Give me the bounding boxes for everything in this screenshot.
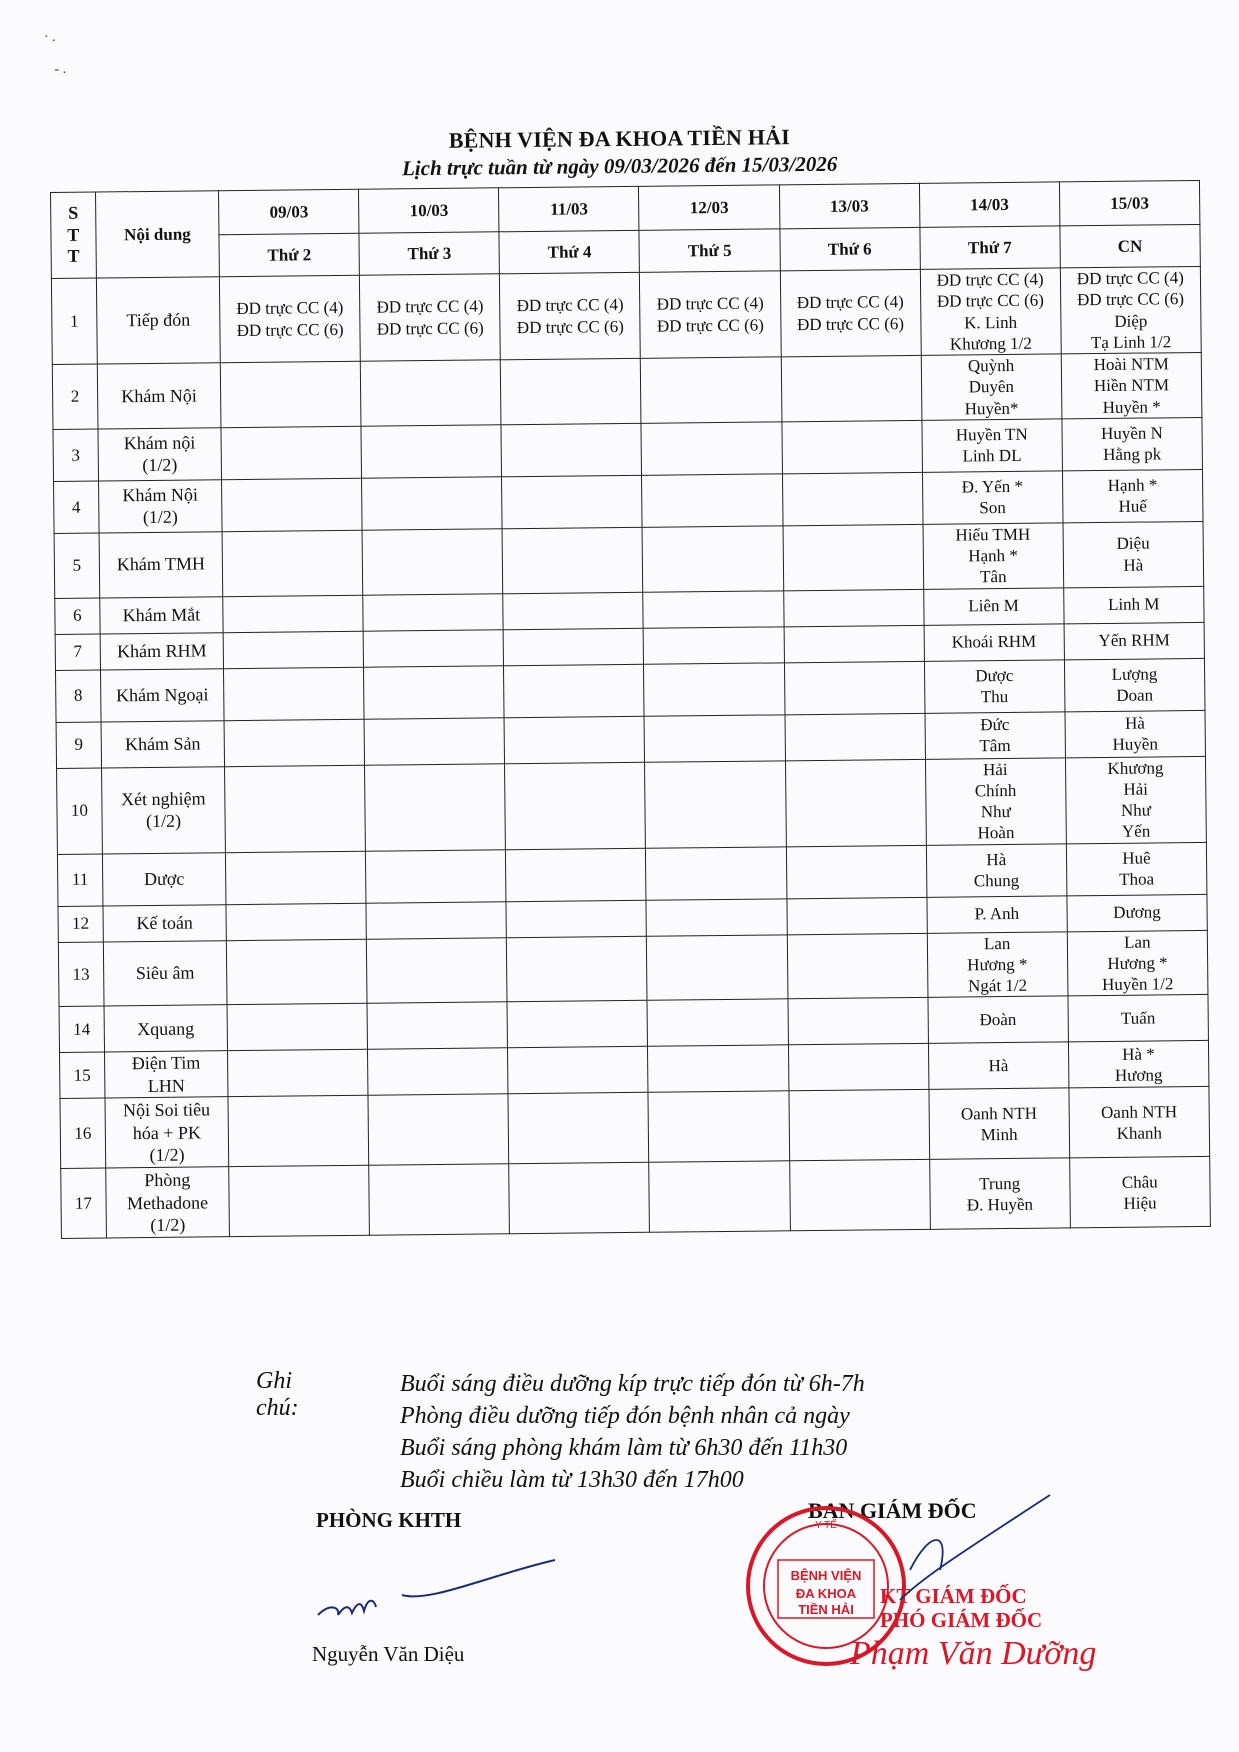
row-label: Khám RHM: [100, 632, 224, 669]
schedule-cell: [363, 629, 503, 666]
schedule-cell: [502, 475, 643, 528]
schedule-cell: [782, 420, 923, 473]
schedule-cell: [787, 933, 928, 999]
schedule-cell: [506, 848, 647, 901]
schedule-cell: Đ. Yến * Son: [922, 471, 1063, 524]
table-row: [60, 1087, 1210, 1169]
row-label: Khám Mắt: [100, 596, 224, 633]
date-header: 13/03: [779, 183, 920, 228]
schedule-cell: [503, 628, 643, 665]
schedule-cell: [364, 717, 505, 764]
schedule-cell: [362, 529, 503, 595]
role-kt: KT GIÁM ĐỐC: [880, 1584, 1027, 1608]
schedule-cell: ĐD trực CC (4) ĐD trực CC (6) K. Linh Khương 1/2: [920, 268, 1061, 355]
schedule-cell: [642, 526, 783, 592]
schedule-cell: [226, 903, 366, 940]
schedule-cell: [364, 665, 505, 718]
schedule-cell: [784, 661, 925, 714]
row-number: 5: [54, 533, 100, 598]
row-label: Khám Nội (1/2): [98, 479, 222, 532]
table-row: [52, 352, 1202, 429]
row-number: 17: [61, 1168, 107, 1238]
schedule-cell: [786, 845, 927, 898]
weekday-header: Thứ 5: [639, 229, 780, 272]
row-label: Nội Soi tiêu hóa + PK (1/2): [105, 1097, 229, 1168]
schedule-cell: [368, 1094, 509, 1165]
schedule-cell: [644, 662, 785, 715]
schedule-cell: Oanh NTH Khanh: [1069, 1087, 1210, 1158]
schedule-cell: Hạnh * Huế: [1062, 469, 1203, 522]
schedule-cell: [226, 851, 367, 904]
schedule-cell: [361, 360, 502, 426]
weekday-header: Thứ 6: [779, 227, 920, 270]
schedule-cell: Hải Chính Như Hoàn: [925, 757, 1066, 844]
svg-text:TIỀN HẢI: TIỀN HẢI: [798, 1602, 854, 1617]
schedule-cell: [223, 631, 363, 668]
row-number: 15: [60, 1052, 105, 1098]
schedule-cell: Châu Hiệu: [1069, 1157, 1210, 1228]
row-label: Khám TMH: [99, 531, 223, 597]
schedule-cell: [224, 667, 365, 720]
date-header: 12/03: [639, 185, 780, 230]
director-signature-name: Phạm Văn Dưỡng: [850, 1635, 1097, 1672]
weekday-header: Thứ 7: [920, 226, 1061, 269]
signature-left: [310, 1545, 570, 1635]
row-number: 8: [56, 669, 101, 721]
schedule-cell: Hà Chung: [926, 843, 1067, 896]
schedule-cell: [644, 714, 785, 761]
schedule-cell: [501, 423, 642, 476]
row-number: 6: [55, 598, 100, 634]
schedule-cell: [228, 1049, 369, 1096]
table-row: [57, 756, 1207, 854]
schedule-cell: ĐD trực CC (4) ĐD trực CC (6): [500, 272, 641, 359]
row-label: Xquang: [104, 1005, 228, 1052]
schedule-cell: [788, 1044, 929, 1091]
schedule-cell: Lan Hương * Ngát 1/2: [927, 931, 1068, 997]
schedule-cell: [647, 999, 788, 1046]
row-number: 2: [52, 364, 98, 429]
schedule-cell: [225, 765, 366, 852]
schedule-cell: Tuấn: [1068, 995, 1209, 1042]
row-label: Điện Tim LHN: [104, 1051, 228, 1098]
schedule-cell: Hiếu TMH Hạnh * Tân: [923, 523, 1064, 589]
schedule-cell: [227, 1003, 368, 1050]
schedule-cell: [647, 934, 788, 1000]
date-header: 15/03: [1059, 180, 1200, 225]
schedule-cell: [369, 1164, 510, 1235]
schedule-table: [50, 180, 1211, 1239]
khth-title: PHÒNG KHTH: [316, 1508, 462, 1532]
schedule-cell: [648, 1091, 789, 1162]
schedule-cell: [646, 898, 786, 935]
schedule-cell: [504, 664, 645, 717]
notes-lines: [400, 1368, 865, 1496]
schedule-cell: [226, 939, 367, 1005]
row-number: 9: [56, 721, 101, 767]
schedule-cell: [509, 1163, 650, 1234]
schedule-cell: Huê Thoa: [1066, 842, 1207, 895]
schedule-cell: Liên M: [923, 587, 1063, 624]
row-number: 11: [57, 853, 102, 905]
schedule-cell: [507, 936, 648, 1002]
schedule-cell: Dược Thu: [924, 659, 1065, 712]
row-label: Phòng Methadone (1/2): [106, 1167, 230, 1238]
schedule-cell: [368, 1048, 509, 1095]
row-label: Tiếp đón: [96, 277, 220, 364]
weekday-header: CN: [1060, 224, 1201, 267]
notes-label: Ghi chú:: [256, 1368, 299, 1421]
schedule-cell: [506, 900, 646, 937]
schedule-cell: [228, 1095, 369, 1166]
row-number: 13: [58, 941, 104, 1006]
schedule-cell: [784, 625, 924, 662]
schedule-cell: [508, 1093, 649, 1164]
table-row: [54, 521, 1204, 598]
role-pgd: PHÓ GIÁM ĐỐC: [880, 1608, 1043, 1632]
note-line: Buổi chiều làm từ 13h30 đến 17h00: [400, 1467, 744, 1493]
schedule-cell: [644, 626, 784, 663]
schedule-cell: [220, 361, 361, 427]
row-label: Dược: [102, 852, 226, 905]
table-body: [51, 266, 1210, 1238]
schedule-cell: Diệu Hà: [1063, 521, 1204, 587]
date-header: 10/03: [359, 188, 500, 233]
table-row: [58, 930, 1208, 1007]
schedule-cell: Quỳnh Duyên Huyền*: [921, 354, 1062, 420]
schedule-cell: Linh M: [1063, 586, 1204, 623]
schedule-cell: [362, 477, 503, 530]
schedule-cell: [783, 589, 923, 626]
schedule-cell: [642, 474, 783, 527]
content-header: Nội dung: [95, 191, 219, 278]
svg-text:BỆNH VIỆN: BỆNH VIỆN: [790, 1568, 862, 1583]
schedule-cell: Đoàn: [928, 996, 1069, 1043]
note-line: Buổi sáng điều dưỡng kíp trực tiếp đón từ 6h-7h: [400, 1371, 865, 1397]
document-heading: [0, 120, 1239, 186]
schedule-cell: Lượng Doan: [1064, 658, 1205, 711]
hospital-name: BỆNH VIỆN ĐA KHOA TIỀN HẢI: [448, 124, 791, 153]
schedule-cell: ĐD trực CC (4) ĐD trực CC (6) Diệp Tạ Linh 1/2: [1060, 266, 1201, 353]
schedule-cell: [223, 595, 363, 632]
schedule-cell: [365, 763, 506, 850]
schedule-cell: Hà * Hương: [1068, 1041, 1209, 1088]
schedule-cell: [781, 355, 922, 421]
scan-specks: · . ‑ .: [44, 30, 67, 77]
schedule-cell: [648, 1045, 789, 1092]
schedule-cell: [785, 713, 926, 760]
schedule-table-wrapper: [50, 180, 1211, 1239]
schedule-cell: [222, 530, 363, 596]
schedule-cell: [783, 524, 924, 590]
schedule-cell: [229, 1165, 370, 1236]
schedule-cell: Hoài NTM Hiền NTM Huyền *: [1061, 352, 1202, 418]
schedule-cell: [646, 846, 787, 899]
schedule-cell: Oanh NTH Minh: [929, 1088, 1070, 1159]
signature-stroke: [318, 1560, 555, 1615]
schedule-cell: Hà: [928, 1042, 1069, 1089]
schedule-cell: Khoái RHM: [924, 623, 1064, 660]
row-number: 14: [59, 1006, 104, 1052]
table-row: [61, 1157, 1211, 1239]
schedule-cell: Hà Huyền: [1065, 710, 1206, 757]
schedule-cell: Dương: [1067, 894, 1208, 931]
weekday-header: Thứ 4: [499, 230, 640, 273]
svg-text:ĐA KHOA: ĐA KHOA: [795, 1586, 857, 1601]
schedule-cell: Lan Hương * Huyền 1/2: [1067, 930, 1208, 996]
board-title: BAN GIÁM ĐỐC: [808, 1498, 977, 1523]
row-number: 10: [57, 767, 103, 853]
schedule-cell: [641, 357, 782, 423]
stt-header: [51, 192, 97, 278]
note-line: Buổi sáng phòng khám làm từ 6h30 đến 11h30: [400, 1435, 848, 1461]
date-header: 09/03: [219, 189, 360, 234]
schedule-cell: [507, 1001, 648, 1048]
schedule-cell: [501, 358, 642, 424]
table-row: [51, 266, 1201, 364]
svg-text:Y TẾ: Y TẾ: [815, 1520, 837, 1531]
schedule-cell: Khương Hải Như Yến: [1065, 756, 1206, 843]
row-number: 1: [51, 278, 97, 364]
row-number: 4: [54, 481, 99, 533]
schedule-cell: [367, 1002, 508, 1049]
row-label: Khám nội (1/2): [98, 427, 222, 480]
khth-signer-name: Nguyễn Văn Diệu: [312, 1642, 465, 1666]
schedule-cell: Yến RHM: [1064, 622, 1205, 659]
date-header: 14/03: [919, 182, 1060, 227]
schedule-cell: [789, 1090, 930, 1161]
schedule-cell: [641, 422, 782, 475]
schedule-cell: [366, 901, 506, 938]
schedule-cell: Huyền TN Linh DL: [922, 419, 1063, 472]
schedule-cell: [503, 592, 643, 629]
schedule-cell: Đức Tâm: [925, 711, 1066, 758]
schedule-cell: [505, 762, 646, 849]
date-header: 11/03: [499, 186, 640, 231]
schedule-cell: Huyền N Hằng pk: [1062, 417, 1203, 470]
row-label: Khám Ngoại: [100, 668, 224, 721]
row-label: Khám Nội: [97, 363, 221, 429]
row-number: 12: [58, 905, 103, 941]
note-line: Phòng điều dưỡng tiếp đón bệnh nhân cả ngày: [400, 1403, 850, 1429]
schedule-cell: [785, 759, 926, 846]
schedule-cell: Trung Đ. Huyền: [929, 1158, 1070, 1229]
schedule-cell: [789, 1160, 930, 1231]
row-number: 3: [53, 429, 98, 481]
schedule-cell: [643, 590, 783, 627]
weekday-header: Thứ 3: [359, 232, 500, 275]
row-label: Kế toán: [103, 904, 227, 941]
schedule-cell: [782, 472, 923, 525]
schedule-cell: [786, 897, 926, 934]
schedule-cell: ĐD trực CC (4) ĐD trực CC (6): [360, 274, 501, 361]
row-label: Siêu âm: [103, 940, 227, 1006]
row-number: 7: [55, 634, 100, 670]
schedule-cell: ĐD trực CC (4) ĐD trực CC (6): [220, 275, 361, 362]
signature-right-stroke: [890, 1490, 1060, 1610]
schedule-cell: ĐD trực CC (4) ĐD trực CC (6): [780, 269, 921, 356]
schedule-subtitle: Lịch trực tuần từ ngày 09/03/2026 đến 15/03/2026: [401, 151, 838, 181]
schedule-cell: [367, 937, 508, 1003]
schedule-cell: [502, 527, 643, 593]
schedule-cell: [504, 716, 645, 763]
schedule-cell: [645, 760, 786, 847]
row-label: Xét nghiệm (1/2): [101, 766, 225, 853]
schedule-cell: [788, 998, 929, 1045]
schedule-cell: [363, 593, 503, 630]
stt-header-text: S T T: [67, 202, 80, 267]
schedule-cell: P. Anh: [927, 895, 1067, 932]
schedule-cell: [222, 478, 363, 531]
row-label: Khám Sản: [101, 720, 225, 767]
schedule-cell: ĐD trực CC (4) ĐD trực CC (6): [640, 271, 781, 358]
schedule-cell: [649, 1161, 790, 1232]
schedule-cell: [361, 425, 502, 478]
schedule-cell: [221, 426, 362, 479]
table-header: [51, 180, 1201, 278]
schedule-cell: [224, 719, 365, 766]
row-number: 16: [60, 1098, 106, 1168]
schedule-cell: [366, 849, 507, 902]
schedule-cell: [508, 1047, 649, 1094]
weekday-header: Thứ 2: [219, 233, 360, 276]
